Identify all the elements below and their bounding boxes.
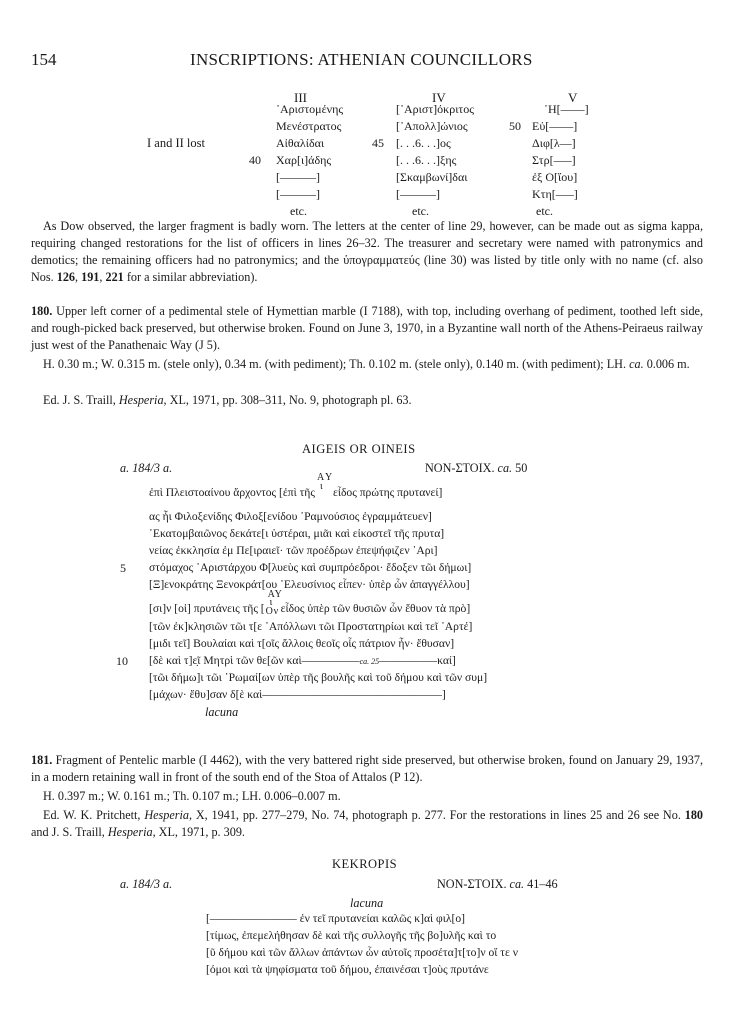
entry-181-dimensions: H. 0.397 m.; W. 0.161 m.; Th. 0.107 m.; LH. 0.006–0.007 m. [43,789,341,803]
name-entry: [᾿Απολλ]ώνιος [396,119,468,133]
greek-line: [τῶν ἐκ]κλησιῶν τῶι τ[ε ᾿Απόλλωνι τῶι Προστατηρίωι καὶ τεῖ ᾿Αρτέ] [149,620,473,633]
tribe-letter-stack: Α ι Υ [316,472,333,492]
commentary-paragraph: As Dow observed, the larger fragment is badly worn. The letters at the center of line 29, however, can be made out as sigma kappa, requiring changed restorations for the list of officers in lines 26–32. The treasurer and secretary were named with patronymics and demotics; the remaining officers had no patronymics; and the ὑπογραμματεύς (line 30) was listed by title only with no name (cf. also Nos. 126, 191, 221 for a similar abbreviation). [31,219,703,284]
inscription-date: a. 184/3 a. [120,461,173,475]
etc-marker: etc. [536,204,553,218]
entry-number: 181. [31,753,53,767]
name-entry: Μενέστρατος [276,119,342,133]
column-iv-names [396,101,474,220]
entry-181-edition: Ed. W. K. Pritchett, Hesperia, X, 1941, pp. 277–279, No. 74, photograph p. 277. For the restorations in lines 25 and 26 see No. 180 and J. S. Traill, Hesperia, XL, 1971, p. 309. [31,808,703,839]
name-entry: ἐξ Ο[ἴου] [532,170,578,184]
greek-line: [όμοι καὶ τὰ ψηφίσματα τοῦ δήμου, ἐπαινέσαι τ]οὺς πρυτάνε [206,963,489,976]
column-v-names [532,101,589,220]
name-entry: ῾Η[––––] [544,102,589,116]
cross-reference: 191 [81,270,100,284]
greek-line: [Ξ]ενοκράτης Ξενοκράτ[ου ᾿Ελευσίνιος εἶπεν· ὑπὲρ ὧν ἀπαγγέλλου] [149,578,470,591]
tribe-letter-stack: Α ι Υ Ο ν [265,589,282,617]
cross-reference: 180 [684,808,703,822]
lacuna-note: lacuna [205,705,239,719]
greek-line: ας ἧι Φιλοξενίδης Φιλοξ[ενίδου ῾Ραμνούσιος ἐγραμμάτευεν] [149,510,432,523]
stoichedon-note: NON-ΣΤΟΙΧ. ca. 41–46 [437,877,558,891]
line-number-40: 40 [249,153,261,167]
entry-180-dimensions: H. 0.30 m.; W. 0.315 m. (stele only), 0.34 m. (with pediment); Th. 0.102 m. (stele only), 0.140 m. (with pediment); LH. ca. 0.006 m. [43,357,690,371]
entry-number: 180. [31,304,53,318]
line-number-50: 50 [509,119,521,133]
name-entry: [. . .6. . .]ος [396,136,451,150]
entry-181-description: 181. Fragment of Pentelic marble (I 4462), with the very battered right side preserved, but otherwise broken, found on January 29, 1937, in a modern retaining wall in front of the south end of the Stoa of Attalos (P 12). [31,753,703,784]
greek-line: ῾Εκατομβαιῶνος δεκάτε[ι ὑστέραι, μιᾶι καὶ εἰκοστεῖ τῆς πρυτα] [149,527,445,540]
name-entry: [᾿Αριστ]όκριτος [396,102,474,116]
col-head-iv: IV [432,90,446,105]
cross-reference: 221 [105,270,124,284]
stoichedon-note: NON-ΣΤΟΙΧ. ca. 50 [425,461,528,475]
col-head-iii: III [294,90,307,105]
lacuna-note: lacuna [350,896,384,910]
line-number-10: 10 [116,654,128,668]
greek-line: στόμαχος ᾿Αριστάρχου Φ[λυεὺς καὶ συμπρόεδροι· ἔδοξεν τῶι δήμωι] [149,561,472,574]
name-entry: Χαρ[ι]άδης [276,153,332,167]
greek-line: [τῶι δήμω]ι τῶι ῾Ρωμαί[ων ὑπὲρ τῆς βουλῆς καὶ τοῦ δήμου καὶ τῶν συμ] [149,671,488,684]
cross-reference: 126 [56,270,76,284]
entry-180-edition: Ed. J. S. Traill, Hesperia, XL, 1971, pp. 308–311, No. 9, photograph pl. 63. [43,393,412,407]
greek-line: ἐπὶ Πλειστοαίνου ἄρχοντος [ἐπὶ τῆς Α ι Υ εἶδος πρώτης πρυτανεί] [149,472,443,499]
name-entry: [––––––] [276,170,320,184]
greek-line: [ῦ δήμου καὶ τῶν ἄλλων ἁπάντων ὧν αὐτοῖς προσέτα]τ[το]ν οἵ τε ν [206,946,518,959]
running-title: INSCRIPTIONS: ATHENIAN COUNCILLORS [190,50,533,69]
section-title: KEKROPIS [332,857,398,871]
name-entry: Αἰθαλίδαι [276,136,325,150]
page-number: 154 [31,50,57,69]
greek-line: [μάχων· ἔθυ]σαν δ[ὲ καὶ–––––––––––––––––––––––––––––––] [149,688,446,701]
etc-marker: etc. [412,204,429,218]
greek-line: [μιδι τεῖ] Βουλαίαι καὶ τ[οῖς ἄλλοις θεοῖς οἷς πάτριον ἦν· ἔθυσαν] [149,637,455,650]
name-entry: [––––––] [396,187,440,201]
entry-180-description: 180. Upper left corner of a pedimental stele of Hymettian marble (I 7188), with top, including overhang of pediment, toothed left side, and rough-picked back preserved, but otherwise broken. Found on June 3, 1970, in a Byzantine wall north of the Athens-Peiraeus railway just west of the Panathenaic Way (J 5). [31,304,703,352]
name-entry: Εὐ[––––] [532,119,578,133]
line-number-45: 45 [372,136,384,150]
greek-line: [δὲ καὶ τ]ε̣ῖ Μητρὶ τῶν θε[ῶν καὶ––––––––––ca. 25––––––––––καί] [149,654,456,667]
lost-columns-note: I and II lost [147,136,205,150]
name-entry: [––––––] [276,187,320,201]
etc-marker: etc. [290,204,307,218]
column-iii-names [276,101,343,220]
greek-line: [––––––––––––––– ἐν τεῖ πρυτανείαι καλῶς κ]αὶ φιλ[ο] [206,912,466,925]
greek-line: νείας ἐκκλησία ἐμ Πε[ιραιεῖ· τῶν προέδρων ἐπεψήφιζεν ᾿Αρι] [149,544,438,557]
name-entry: Κτη[–––] [532,187,578,201]
section-title: AIGEIS OR OINEIS [302,442,416,456]
name-entry: Διφ[λ––] [532,136,576,150]
name-entry: [. . .6. . .]ξης [396,153,457,167]
name-entry: Στρ[–––] [532,153,576,167]
greek-line: [σι]ν [οἱ] πρυτάνεις τῆς [ Α ι Υ Ο ν εἶδος ὑπὲρ τῶν θυσιῶν ὧν ἔθυον τὰ πρὸ] [149,589,471,617]
line-number-5: 5 [120,561,126,575]
greek-line: [τίμως, ἐπεμελήθησαν δὲ καὶ τῆς συλλογῆς τῆς βο]υλῆς καὶ το [206,929,497,942]
inscription-date: a. 184/3 a. [120,877,173,891]
col-head-v: V [568,90,578,105]
name-entry: ᾿Αριστομένης [276,102,344,116]
name-entry: [Σκαμβωνί]δαι [396,170,468,184]
